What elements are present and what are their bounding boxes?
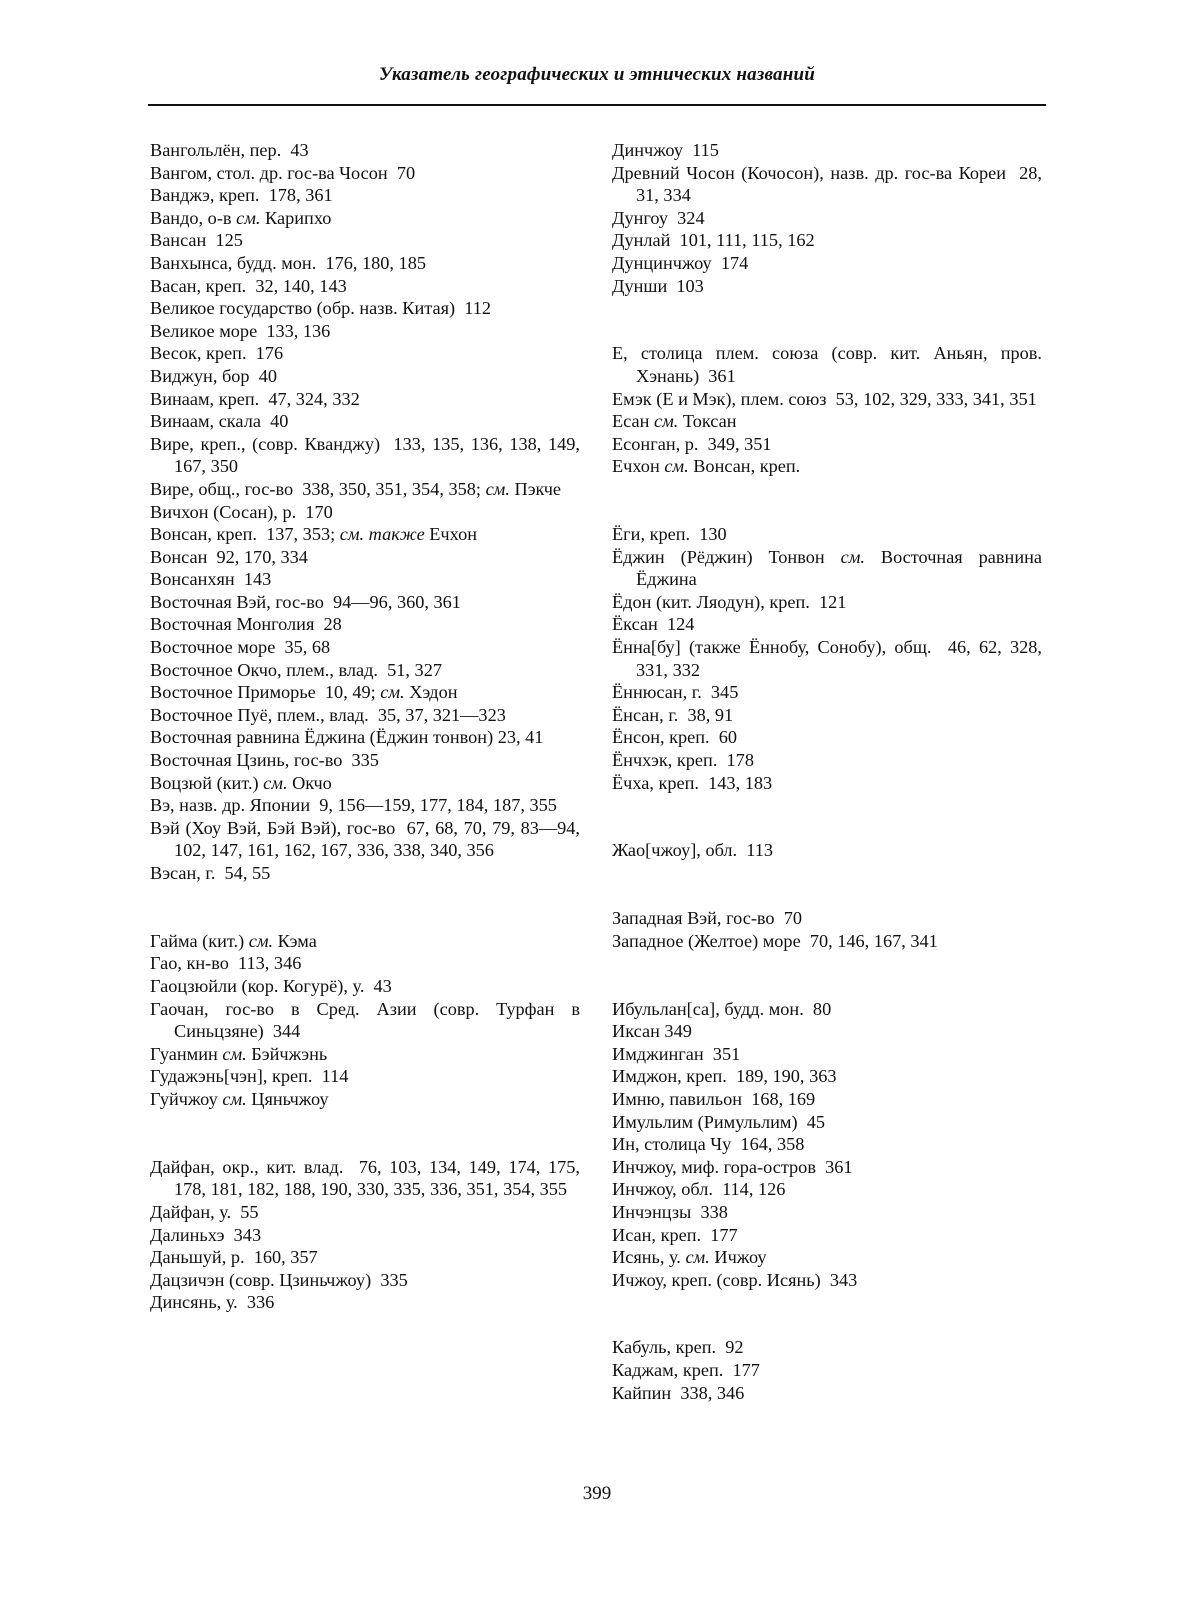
index-entry: Восточная Цзинь, гос-во 335 [150,750,379,771]
index-entry: Вэ, назв. др. Японии 9, 156—159, 177, 184, 187, 355 [150,795,557,816]
index-column-left [150,139,580,1314]
index-entry: Дацзичэн (совр. Цзиньчжоу) 335 [150,1269,408,1290]
index-entry: Вэсан, г. 54, 55 [150,863,271,883]
index-entry: Ибульлан[са], будд. мон. 80 [612,998,832,1019]
index-entry: Древний Чосон (Кочосон), назв. др. гос-ва Кореи 28, 31, 334 [612,162,1042,206]
index-entry: Инчжоу, обл. 114, 126 [612,1179,786,1200]
index-entry: Жао[чжоу], обл. 113 [612,840,774,861]
index-entry: Ёги, креп. 130 [612,524,727,545]
index-entry: Восточное море 35, 68 [150,637,331,658]
index-entry: Дунгоу 324 [612,207,705,228]
index-entry: Вангом, стол. др. гос-ва Чосон 70 [150,162,416,183]
index-entry: Восточное Пуё, плем., влад. 35, 37, 321—323 [150,704,506,725]
section-gap [612,862,1042,907]
index-entry: Инчэнцзы 338 [612,1201,728,1222]
index-entry: Даньшуй, р. 160, 357 [150,1247,318,1268]
index-column-right [612,139,1042,1404]
index-entry: Вичхон (Сосан), р. 170 [150,501,333,522]
index-entry: Динсянь, у. 336 [150,1292,275,1313]
section-gap [612,297,1042,342]
index-entry: Восточная Вэй, гос-во 94—96, 360, 361 [150,591,461,612]
index-entry: Вонсанхян 143 [150,569,272,590]
index-entry: Западное (Желтое) море 70, 146, 167, 341 [612,930,938,951]
index-entry: Винаам, креп. 47, 324, 332 [150,388,360,409]
index-entry: Гаочан, гос-во в Сред. Азии (совр. Турфан в Синьцзяне) 344 [150,998,580,1042]
index-entry: Винаам, скала 40 [150,411,289,432]
index-entry: Вандо, о-в см. Карипхо [150,207,332,228]
index-entry: Западная Вэй, гос-во 70 [612,908,802,929]
index-entry: Воцзюй (кит.) см. Окчо [150,772,332,793]
index-entry: Ёдон (кит. Ляодун), креп. 121 [612,591,847,612]
index-entry: Восточная Монголия 28 [150,614,342,635]
index-entry: Кайпин 338, 346 [612,1382,745,1403]
index-entry: Ёксан 124 [612,614,695,635]
section-gap [150,1111,580,1156]
section-gap [612,478,1042,523]
index-entry: Ёнчхэк, креп. 178 [612,750,754,771]
index-entry: Великое море 133, 136 [150,320,331,341]
index-entry: Вире, общ., гос-во 338, 350, 351, 354, 358; см. Пэкче [150,478,562,499]
index-entry: Кабуль, креп. 92 [612,1337,744,1358]
index-entry: Вире, креп., (совр. Кванджу) 133, 135, 136, 138, 149, 167, 350 [150,433,580,477]
index-entry: Ечхон см. Вонсан, креп. [612,456,801,477]
index-entry: Иксан 349 [612,1021,692,1042]
index-entry: Дунлай 101, 111, 115, 162 [612,230,815,251]
section-gap [612,794,1042,839]
index-entry: Ёчха, креп. 143, 183 [612,772,773,793]
index-entry: Е, столица плем. союза (совр. кит. Аньян, пров. Хэнань) 361 [612,343,1042,386]
index-entry: Имджон, креп. 189, 190, 363 [612,1066,837,1087]
index-entry: Гудажэнь[чэн], креп. 114 [150,1066,349,1087]
section-gap [150,885,580,930]
index-entry: Ванхынса, будд. мон. 176, 180, 185 [150,252,426,273]
index-entry: Ёджин (Рёджин) Тонвон см. Восточная равнина Ёджина [612,546,1043,590]
index-entry: Есонган, р. 349, 351 [612,433,772,454]
index-entry: Ённюсан, г. 345 [612,682,739,703]
index-entry: Имульлим (Римульлим) 45 [612,1111,826,1132]
index-entry: Дунши 103 [612,275,704,296]
index-entry: Динчжоу 115 [612,140,719,160]
index-entry: Ин, столица Чу 164, 358 [612,1134,805,1155]
section-gap [612,952,1042,997]
index-entry: Гао, кн-во 113, 346 [150,953,302,974]
index-entry: Исан, креп. 177 [612,1224,738,1245]
header-divider [148,104,1046,106]
page-title: Указатель географических и этнических названий [379,64,815,85]
page-number: 399 [582,1483,612,1504]
index-entry: Гуйчжоу см. Цяньчжоу [150,1088,329,1109]
index-entry: Восточная равнина Ёджина (Ёджин тонвон) 23, 41 [150,727,544,748]
index-entry: Исянь, у. см. Ичжоу [612,1247,767,1268]
index-entry: Гуанмин см. Бэйчжэнь [150,1043,328,1064]
index-entry: Дайфан, у. 55 [150,1201,259,1222]
index-entry: Вангольлён, пер. 43 [150,140,309,160]
index-entry: Ванджэ, креп. 178, 361 [150,185,333,206]
index-entry: Инчжоу, миф. гора-остров 361 [612,1156,853,1177]
index-entry: Весок, креп. 176 [150,343,284,364]
index-entry: Вэй (Хоу Вэй, Бэй Вэй), гос-во 67, 68, 70, 79, 83—94, 102, 147, 161, 162, 167, 336, 338, 340, 356 [150,817,580,861]
index-entry: Гайма (кит.) см. Кэма [150,930,317,951]
index-entry: Вонсан, креп. 137, 353; см. также Ечхон [150,524,477,545]
index-entry: Ёнсан, г. 38, 91 [612,704,734,725]
index-entry: Восточное Окчо, плем., влад. 51, 327 [150,659,442,680]
index-entry: Далиньхэ 343 [150,1224,262,1245]
index-entry: Восточное Приморье 10, 49; см. Хэдон [150,682,458,703]
section-gap [612,1291,1042,1336]
index-entry: Имджинган 351 [612,1043,741,1064]
index-entry: Дунцинчжоу 174 [612,252,749,273]
index-entry: Виджун, бор 40 [150,365,277,386]
index-entry: Вансан 125 [150,230,243,251]
index-entry: Дайфан, окр., кит. влад. 76, 103, 134, 149, 174, 175, 178, 181, 182, 188, 190, 330, 335, 336, 351, 354, 355 [150,1156,580,1200]
index-entry: Емэк (Е и Мэк), плем. союз 53, 102, 329, 333, 341, 351 [612,388,1037,409]
index-entry: Каджам, креп. 177 [612,1360,760,1381]
index-entry: Есан см. Токсан [612,411,737,432]
index-entry: Имню, павильон 168, 169 [612,1088,816,1109]
index-entry: Вонсан 92, 170, 334 [150,546,308,567]
index-entry: Ённа[бу] (также Ённобу, Сонобу), общ. 46, 62, 328, 331, 332 [612,637,1042,680]
index-entry: Великое государство (обр. назв. Китая) 112 [150,298,491,319]
index-entry: Гаоцзюйли (кор. Когурё), у. 43 [150,975,392,996]
index-entry: Ёнсон, креп. 60 [612,727,738,748]
index-entry: Ичжоу, креп. (совр. Исянь) 343 [612,1269,858,1290]
index-entry: Васан, креп. 32, 140, 143 [150,275,347,296]
